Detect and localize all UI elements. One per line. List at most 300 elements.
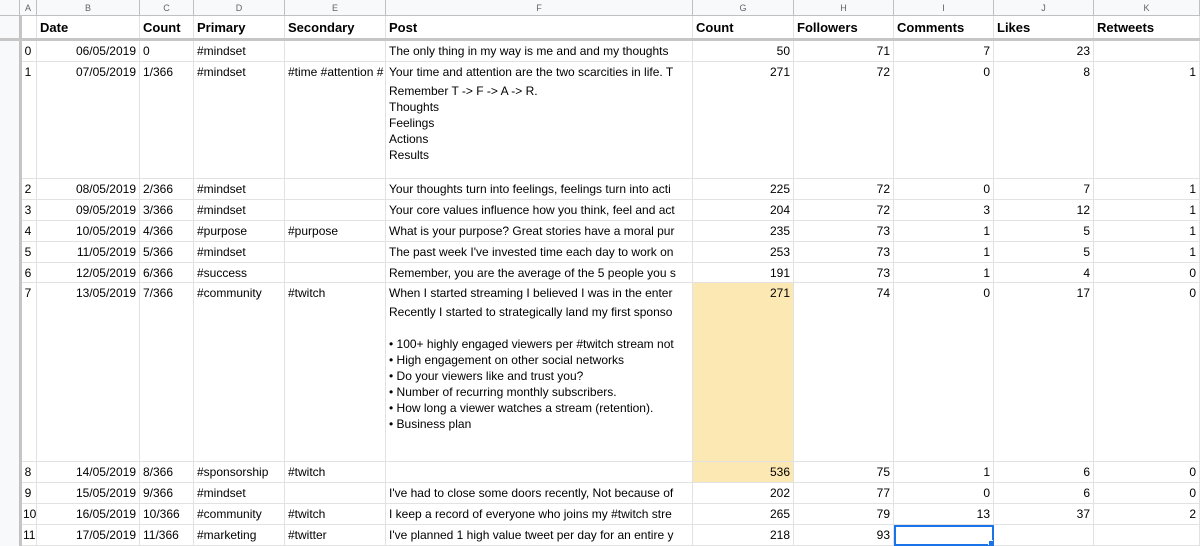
likes-cell-text: 7 (1083, 182, 1090, 196)
count-cell-text: 11/366 (143, 528, 179, 542)
char-count-cell[interactable] (693, 221, 794, 242)
followers-cell[interactable] (794, 221, 894, 242)
row-index-cell-text: 1 (24, 65, 32, 79)
primary-tag-cell-text: #success (197, 266, 248, 280)
retweets-cell-text: 1 (1189, 203, 1196, 217)
likes-cell[interactable] (994, 483, 1094, 504)
header-row (0, 16, 1200, 39)
post-cell-text: What is your purpose? Great stories have a moral pur (389, 224, 675, 238)
post-cell[interactable] (386, 242, 693, 263)
comments-cell-text: 1 (983, 266, 990, 280)
header-secondary[interactable]: Secondary (285, 16, 386, 39)
comments-cell[interactable] (894, 504, 994, 525)
row-index-cell-text: 11 (23, 528, 36, 542)
secondary-tag-cell[interactable] (285, 179, 386, 200)
retweets-cell[interactable] (1094, 242, 1200, 263)
comments-cell[interactable] (894, 41, 994, 62)
char-count-cell-text: 271 (769, 286, 790, 300)
retweets-cell[interactable] (1094, 263, 1200, 283)
table-row (0, 504, 1200, 525)
char-count-cell[interactable] (693, 242, 794, 263)
count-cell-text: 3/366 (143, 203, 174, 217)
header-count[interactable]: Count (140, 16, 194, 39)
count-cell-text: 10/366 (143, 507, 180, 521)
secondary-tag-cell[interactable] (285, 242, 386, 263)
primary-tag-cell[interactable] (194, 242, 285, 263)
table-row (0, 41, 1200, 62)
followers-cell[interactable] (794, 41, 894, 62)
likes-cell[interactable] (994, 462, 1094, 483)
followers-cell-text: 77 (876, 486, 890, 500)
comments-cell[interactable] (894, 179, 994, 200)
retweets-cell[interactable] (1094, 525, 1200, 546)
table-row (0, 263, 1200, 283)
post-cell-text: Remember, you are the average of the 5 people you s (389, 266, 676, 280)
char-count-cell[interactable] (693, 462, 794, 483)
char-count-cell-text: 265 (769, 507, 790, 521)
column-header-k[interactable]: K (1094, 0, 1200, 16)
followers-cell-text: 93 (876, 528, 890, 542)
header-count-2[interactable]: Count (693, 16, 794, 39)
followers-cell[interactable] (794, 200, 894, 221)
post-cell[interactable] (386, 200, 693, 221)
comments-cell[interactable] (894, 462, 994, 483)
date-cell-text: 12/05/2019 (75, 266, 136, 280)
primary-tag-cell-text: #mindset (197, 245, 246, 259)
retweets-cell[interactable] (1094, 283, 1200, 462)
column-header-h[interactable]: H (794, 0, 894, 16)
row-index-cell-text: 4 (24, 224, 32, 238)
row-header[interactable] (0, 62, 20, 179)
row-number-header[interactable] (0, 16, 20, 39)
post-cell[interactable] (386, 221, 693, 242)
primary-tag-cell-text: #mindset (197, 65, 246, 79)
char-count-cell[interactable] (693, 179, 794, 200)
date-cell[interactable] (37, 242, 140, 263)
retweets-cell-text: 2 (1189, 507, 1196, 521)
header-likes[interactable]: Likes (994, 16, 1094, 39)
row-header[interactable] (0, 462, 20, 483)
row-index-cell[interactable] (20, 41, 37, 62)
likes-cell-text: 37 (1076, 507, 1090, 521)
date-cell[interactable] (37, 41, 140, 62)
followers-cell-text: 72 (876, 203, 890, 217)
header-comments[interactable]: Comments (894, 16, 994, 39)
secondary-tag-cell-text: #time #attention # (288, 65, 384, 79)
primary-tag-cell[interactable] (194, 483, 285, 504)
followers-cell-text: 73 (876, 245, 890, 259)
secondary-tag-cell[interactable] (285, 462, 386, 483)
date-cell[interactable] (37, 179, 140, 200)
post-cell-text: When I started streaming I believed I was in the enter (389, 286, 673, 300)
row-index-cell-text: 5 (24, 245, 32, 259)
row-index-cell[interactable] (20, 179, 37, 200)
retweets-cell-text: 0 (1189, 465, 1196, 479)
comments-cell-text: 0 (983, 486, 990, 500)
primary-tag-cell-text: #mindset (197, 44, 246, 58)
comments-cell-text: 13 (976, 507, 990, 521)
table-row (0, 221, 1200, 242)
primary-tag-cell[interactable] (194, 525, 285, 546)
secondary-tag-cell[interactable] (285, 62, 386, 179)
likes-cell[interactable] (994, 504, 1094, 525)
header-retweets[interactable]: Retweets (1094, 16, 1200, 39)
retweets-cell-text: 1 (1189, 65, 1196, 79)
likes-cell-text: 17 (1076, 286, 1090, 300)
comments-cell[interactable] (894, 483, 994, 504)
date-cell[interactable] (37, 283, 140, 462)
primary-tag-cell[interactable] (194, 179, 285, 200)
date-cell[interactable] (37, 525, 140, 546)
date-cell-text: 17/05/2019 (75, 528, 136, 542)
likes-cell-text: 5 (1083, 245, 1090, 259)
followers-cell[interactable] (794, 462, 894, 483)
row-index-cell[interactable] (20, 283, 37, 462)
primary-tag-cell-text: #mindset (197, 486, 246, 500)
post-cell[interactable] (386, 525, 693, 546)
header-date[interactable]: Date (37, 16, 140, 39)
row-index-cell-text: 0 (24, 44, 32, 58)
count-cell-text: 8/366 (143, 465, 174, 479)
followers-cell-text: 75 (876, 465, 890, 479)
column-header-g[interactable]: G (693, 0, 794, 16)
row-index-cell[interactable] (20, 242, 37, 263)
column-header-c[interactable]: C (140, 0, 194, 16)
secondary-tag-cell[interactable] (285, 221, 386, 242)
followers-cell[interactable] (794, 62, 894, 179)
date-cell-text: 07/05/2019 (75, 65, 136, 79)
post-cell[interactable] (386, 504, 693, 525)
table-row (0, 525, 1200, 546)
primary-tag-cell[interactable] (194, 221, 285, 242)
date-cell[interactable] (37, 221, 140, 242)
primary-tag-cell-text: #purpose (197, 224, 248, 238)
selected-cell[interactable] (894, 525, 994, 546)
followers-cell-text: 73 (876, 266, 890, 280)
comments-cell[interactable] (894, 242, 994, 263)
table-row (0, 242, 1200, 263)
post-cell-text: Your thoughts turn into feelings, feelings turn into acti (389, 182, 671, 196)
post-cell-text: Your time and attention are the two scarcities in life. T (389, 65, 674, 79)
char-count-cell-text: 204 (769, 203, 790, 217)
followers-cell[interactable] (794, 242, 894, 263)
primary-tag-cell-text: #mindset (197, 203, 246, 217)
table-row (0, 200, 1200, 221)
comments-cell[interactable] (894, 200, 994, 221)
date-cell[interactable] (37, 200, 140, 221)
char-count-cell-text: 218 (769, 528, 790, 542)
count-cell-text: 9/366 (143, 486, 174, 500)
comments-cell[interactable] (894, 283, 994, 462)
post-cell[interactable] (386, 41, 693, 62)
comments-cell-text: 7 (983, 44, 990, 58)
post-cell[interactable] (386, 283, 693, 462)
count-cell-text: 1/366 (143, 65, 174, 79)
likes-cell[interactable] (994, 263, 1094, 283)
retweets-cell[interactable] (1094, 221, 1200, 242)
char-count-cell[interactable] (693, 41, 794, 62)
followers-cell-text: 74 (876, 286, 890, 300)
row-index-cell-text: 9 (24, 486, 32, 500)
table-row (0, 462, 1200, 483)
comments-cell[interactable] (894, 221, 994, 242)
row-index-cell[interactable] (20, 62, 37, 179)
comments-cell-text: 1 (983, 245, 990, 259)
followers-cell-text: 79 (876, 507, 890, 521)
secondary-tag-cell-text: #twitch (288, 286, 326, 300)
secondary-tag-cell[interactable] (285, 504, 386, 525)
secondary-tag-cell-text: #purpose (288, 224, 339, 238)
column-header-b[interactable]: B (37, 0, 140, 16)
primary-tag-cell[interactable] (194, 62, 285, 179)
retweets-cell-text: 0 (1189, 266, 1196, 280)
comments-cell-text: 1 (983, 224, 990, 238)
post-cell-text: I've planned 1 high value tweet per day for an entire y (389, 528, 674, 542)
row-index-cell-text: 3 (24, 203, 32, 217)
count-cell[interactable] (140, 462, 194, 483)
followers-cell-text: 72 (876, 65, 890, 79)
date-cell-text: 11/05/2019 (76, 245, 136, 259)
char-count-cell-text: 191 (769, 266, 790, 280)
likes-cell[interactable] (994, 242, 1094, 263)
date-cell[interactable] (37, 483, 140, 504)
row-header[interactable] (0, 263, 20, 283)
date-cell-text: 10/05/2019 (75, 224, 136, 238)
primary-tag-cell[interactable] (194, 462, 285, 483)
date-cell-text: 08/05/2019 (75, 182, 136, 196)
count-cell-text: 4/366 (143, 224, 174, 238)
row-index-cell[interactable] (20, 462, 37, 483)
secondary-tag-cell-text: #twitch (288, 507, 326, 521)
post-cell-text: The only thing in my way is me and and my thoughts (389, 44, 669, 58)
row-header[interactable] (0, 483, 20, 504)
row-header[interactable] (0, 504, 20, 525)
comments-cell-text: 0 (983, 65, 990, 79)
followers-cell[interactable] (794, 504, 894, 525)
primary-tag-cell-text: #community (197, 286, 262, 300)
count-cell[interactable] (140, 221, 194, 242)
row-index-cell-text: 10 (23, 507, 37, 521)
retweets-cell-text: 1 (1189, 182, 1196, 196)
count-cell[interactable] (140, 525, 194, 546)
likes-cell[interactable] (994, 200, 1094, 221)
char-count-cell[interactable] (693, 483, 794, 504)
date-cell-text: 14/05/2019 (75, 465, 136, 479)
likes-cell[interactable] (994, 525, 1094, 546)
primary-tag-cell[interactable] (194, 283, 285, 462)
row-header[interactable] (0, 242, 20, 263)
char-count-cell-text: 271 (769, 65, 790, 79)
post-continuation-text: Remember T -> F -> A -> R. Thoughts Feelings Actions Results (389, 84, 538, 162)
char-count-cell[interactable] (693, 200, 794, 221)
likes-cell[interactable] (994, 62, 1094, 179)
row-index-cell[interactable] (20, 483, 37, 504)
table-row (0, 62, 1200, 179)
row-index-cell[interactable] (20, 263, 37, 283)
char-count-cell-text: 235 (769, 224, 790, 238)
secondary-tag-cell[interactable] (285, 483, 386, 504)
retweets-cell[interactable] (1094, 483, 1200, 504)
row-index-cell-text: 2 (24, 182, 32, 196)
count-cell[interactable] (140, 504, 194, 525)
retweets-cell[interactable] (1094, 504, 1200, 525)
count-cell[interactable] (140, 62, 194, 179)
row-header[interactable] (0, 179, 20, 200)
date-cell-text: 09/05/2019 (75, 203, 136, 217)
count-cell[interactable] (140, 263, 194, 283)
char-count-cell-text: 202 (769, 486, 790, 500)
char-count-cell[interactable] (693, 263, 794, 283)
likes-cell-text: 5 (1083, 224, 1090, 238)
likes-cell-text: 23 (1076, 44, 1090, 58)
post-continuation-text: Recently I started to strategically land my first sponso • 100+ highly engaged viewers per #twitch stream not • High engagement on other social networks • Do your viewers like and trust you? • Number of recurring monthly subscribers. • How long a viewer watches a stream (retention). • Business plan (389, 305, 674, 431)
count-cell[interactable] (140, 200, 194, 221)
likes-cell-text: 6 (1083, 486, 1090, 500)
followers-cell[interactable] (794, 179, 894, 200)
column-header-j[interactable]: J (994, 0, 1094, 16)
post-cell[interactable] (386, 263, 693, 283)
row-index-cell-text: 6 (24, 266, 32, 280)
row-header[interactable] (0, 525, 20, 546)
likes-cell-text: 4 (1083, 266, 1090, 280)
char-count-cell-text: 536 (769, 465, 790, 479)
post-cell[interactable] (386, 483, 693, 504)
post-cell[interactable] (386, 62, 693, 179)
post-cell-text: I've had to close some doors recently, Not because of (389, 486, 674, 500)
header-post[interactable]: Post (386, 16, 693, 39)
likes-cell-text: 12 (1076, 203, 1090, 217)
comments-cell-text: 0 (983, 286, 990, 300)
primary-tag-cell-text: #marketing (197, 528, 257, 542)
count-cell-text: 7/366 (143, 286, 174, 300)
comments-cell[interactable] (894, 62, 994, 179)
followers-cell[interactable] (794, 283, 894, 462)
table-row (0, 283, 1200, 462)
followers-cell-text: 72 (876, 182, 890, 196)
likes-cell-text: 8 (1083, 65, 1090, 79)
secondary-tag-cell-text: #twitch (288, 465, 326, 479)
row-header[interactable] (0, 283, 20, 462)
header-primary[interactable]: Primary (194, 16, 285, 39)
count-cell-text: 2/366 (143, 182, 174, 196)
primary-tag-cell[interactable] (194, 41, 285, 62)
followers-cell-text: 71 (876, 44, 890, 58)
comments-cell[interactable] (894, 263, 994, 283)
date-cell[interactable] (37, 263, 140, 283)
select-all-corner[interactable] (0, 0, 20, 16)
post-cell-text: I keep a record of everyone who joins my #twitch stre (389, 507, 672, 521)
char-count-cell-text: 253 (769, 245, 790, 259)
comments-cell-text: 0 (983, 182, 990, 196)
likes-cell[interactable] (994, 41, 1094, 62)
date-cell-text: 16/05/2019 (75, 507, 136, 521)
primary-tag-cell[interactable] (194, 263, 285, 283)
table-row (0, 179, 1200, 200)
secondary-tag-cell-text: #twitter (288, 528, 327, 542)
char-count-cell[interactable] (693, 525, 794, 546)
column-header-i[interactable]: I (894, 0, 994, 16)
count-cell[interactable] (140, 41, 194, 62)
count-cell[interactable] (140, 483, 194, 504)
column-header-f[interactable]: F (386, 0, 693, 16)
char-count-cell-text: 225 (769, 182, 790, 196)
likes-cell[interactable] (994, 283, 1094, 462)
column-header-d[interactable]: D (194, 0, 285, 16)
retweets-cell-text: 0 (1189, 486, 1196, 500)
retweets-cell-text: 0 (1189, 286, 1196, 300)
retweets-cell[interactable] (1094, 62, 1200, 179)
count-cell[interactable] (140, 179, 194, 200)
post-cell[interactable] (386, 179, 693, 200)
column-header-e[interactable]: E (285, 0, 386, 16)
count-cell-text: 5/366 (143, 245, 174, 259)
header-cell-a[interactable] (20, 16, 37, 39)
row-index-cell[interactable] (20, 221, 37, 242)
count-cell-text: 0 (143, 44, 150, 58)
date-cell[interactable] (37, 504, 140, 525)
row-header[interactable] (0, 41, 20, 62)
followers-cell[interactable] (794, 263, 894, 283)
post-cell-text: Your core values influence how you think, feel and act (389, 203, 675, 217)
post-cell[interactable] (386, 462, 693, 483)
row-index-cell-text: 8 (24, 465, 32, 479)
comments-cell-text: 3 (983, 203, 990, 217)
secondary-tag-cell[interactable] (285, 525, 386, 546)
primary-tag-cell-text: #mindset (197, 182, 246, 196)
secondary-tag-cell[interactable] (285, 263, 386, 283)
primary-tag-cell-text: #sponsorship (197, 465, 269, 479)
column-header-a[interactable]: A (20, 0, 37, 16)
secondary-tag-cell[interactable] (285, 41, 386, 62)
likes-cell[interactable] (994, 221, 1094, 242)
secondary-tag-cell[interactable] (285, 283, 386, 462)
retweets-cell-text: 1 (1189, 224, 1196, 238)
retweets-cell-text: 1 (1189, 245, 1196, 259)
count-cell-text: 6/366 (143, 266, 174, 280)
row-header[interactable] (0, 221, 20, 242)
table-row (0, 483, 1200, 504)
header-followers[interactable]: Followers (794, 16, 894, 39)
retweets-cell[interactable] (1094, 462, 1200, 483)
char-count-cell[interactable] (693, 283, 794, 462)
row-index-cell[interactable] (20, 504, 37, 525)
frozen-column-divider[interactable] (20, 16, 22, 546)
primary-tag-cell-text: #community (197, 507, 262, 521)
likes-cell-text: 6 (1083, 465, 1090, 479)
count-cell[interactable] (140, 242, 194, 263)
date-cell[interactable] (37, 62, 140, 179)
row-index-cell[interactable] (20, 525, 37, 546)
char-count-cell[interactable] (693, 504, 794, 525)
post-cell-text: The past week I've invested time each day to work on (389, 245, 674, 259)
char-count-cell[interactable] (693, 62, 794, 179)
secondary-tag-cell[interactable] (285, 200, 386, 221)
retweets-cell[interactable] (1094, 41, 1200, 62)
comments-cell-text: 1 (983, 465, 990, 479)
followers-cell[interactable] (794, 483, 894, 504)
row-index-cell[interactable] (20, 200, 37, 221)
date-cell-text: 06/05/2019 (75, 44, 136, 58)
primary-tag-cell[interactable] (194, 200, 285, 221)
retweets-cell[interactable] (1094, 179, 1200, 200)
primary-tag-cell[interactable] (194, 504, 285, 525)
followers-cell[interactable] (794, 525, 894, 546)
likes-cell[interactable] (994, 179, 1094, 200)
retweets-cell[interactable] (1094, 200, 1200, 221)
row-header[interactable] (0, 200, 20, 221)
date-cell[interactable] (37, 462, 140, 483)
count-cell[interactable] (140, 283, 194, 462)
